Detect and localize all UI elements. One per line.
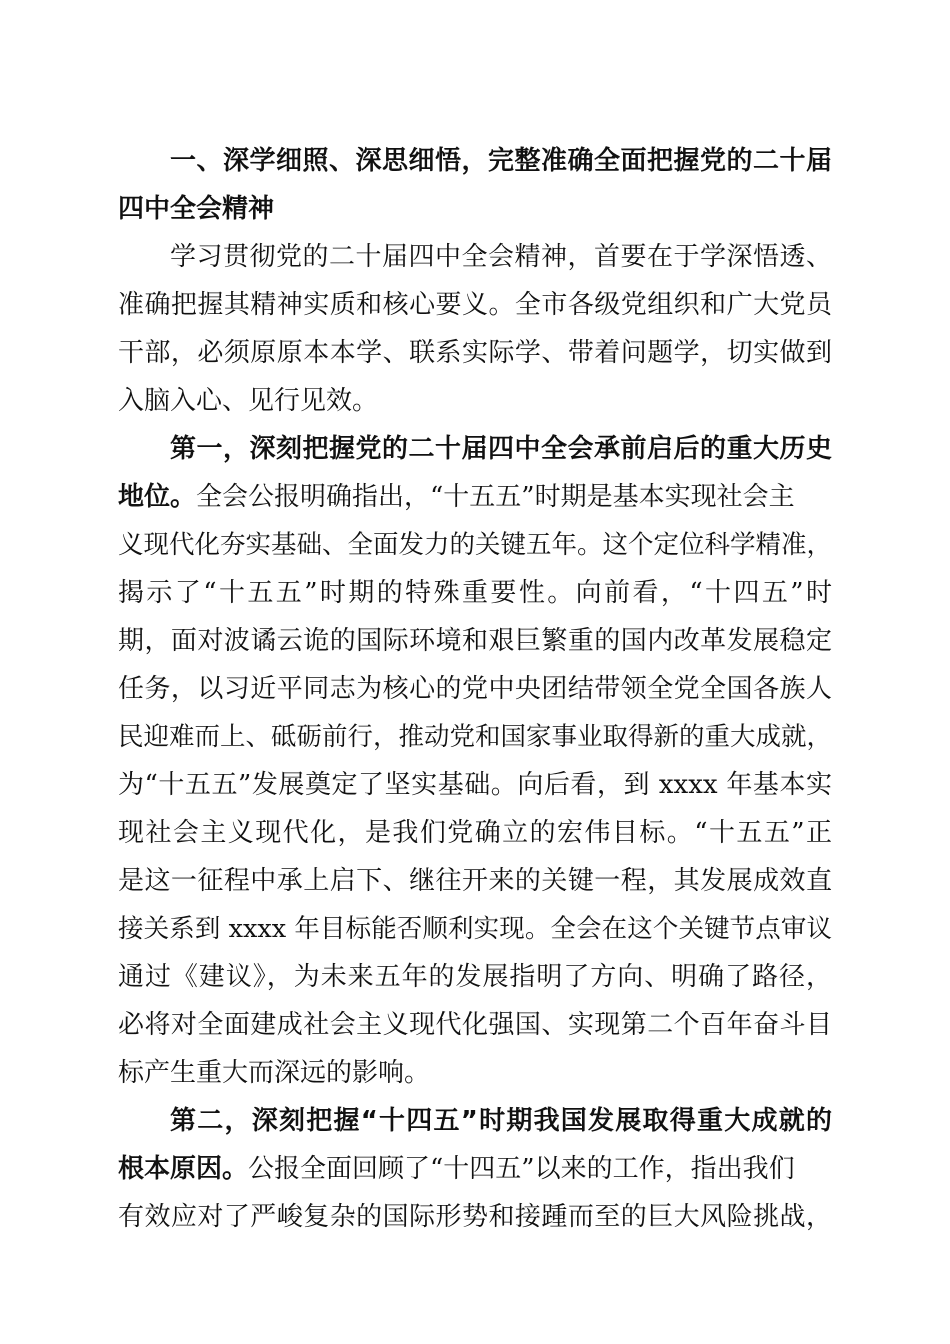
paragraph-2-line-7: 民迎难而上、砥砺前行，推动党和国家事业取得新的重大成就， (118, 722, 833, 752)
paragraph-3-line-2-text: 公报全面回顾了“十四五”以来的工作，指出我们 (248, 1154, 795, 1184)
paragraph-1-line-1: 学习贯彻党的二十届四中全会精神，首要在于学深悟透、 (170, 242, 832, 272)
paragraph-2-line-14: 标产生重大而深远的影响。 (118, 1058, 431, 1088)
paragraph-2-line-1: 第一，深刻把握党的二十届四中全会承前启后的重大历史 (170, 434, 832, 464)
paragraph-3-line-2 (118, 1145, 832, 1193)
paragraph-2-line-4: 揭示了“十五五”时期的特殊重要性。向前看，“十四五”时 (118, 578, 832, 608)
paragraph-2-line-2 (118, 473, 832, 521)
section-heading-line-2: 四中全会精神 (118, 194, 275, 224)
paragraph-2-line-11: 接关系到 xxxx 年目标能否顺利实现。全会在这个关键节点审议 (118, 914, 832, 944)
paragraph-1-line-3: 干部，必须原原本本学、联系实际学、带着问题学，切实做到 (118, 338, 832, 368)
paragraph-2-lead: 地位。 (118, 482, 197, 512)
paragraph-3-lead: 根本原因。 (118, 1154, 249, 1184)
paragraph-3-line-3: 有效应对了严峻复杂的国际形势和接踵而至的巨大风险挑战， (118, 1202, 832, 1232)
paragraph-2-line-8: 为“十五五”发展奠定了坚实基础。向后看，到 xxxx 年基本实 (118, 770, 832, 800)
paragraph-1-line-2: 准确把握其精神实质和核心要义。全市各级党组织和广大党员 (118, 290, 832, 320)
paragraph-3-line-1: 第二，深刻把握“十四五”时期我国发展取得重大成就的 (170, 1106, 832, 1136)
paragraph-2-line-10: 是这一征程中承上启下、继往开来的关键一程，其发展成效直 (118, 866, 832, 896)
paragraph-2-line-13: 必将对全面建成社会主义现代化强国、实现第二个百年奋斗目 (118, 1010, 832, 1040)
paragraph-2-line-12: 通过《建议》，为未来五年的发展指明了方向、明确了路径， (118, 962, 832, 992)
paragraph-2-line-5: 期，面对波谲云诡的国际环境和艰巨繁重的国内改革发展稳定 (118, 626, 832, 656)
paragraph-2-line-2-text: 全会公报明确指出，“十五五”时期是基本实现社会主 (196, 482, 795, 512)
section-heading-line-1: 一、深学细照、深思细悟，完整准确全面把握党的二十届 (170, 146, 832, 176)
paragraph-1-line-4: 入脑入心、见行见效。 (118, 386, 379, 416)
paragraph-2-line-3: 义现代化夯实基础、全面发力的关键五年。这个定位科学精准， (118, 530, 833, 560)
paragraph-2-line-9: 现社会主义现代化，是我们党确立的宏伟目标。“十五五”正 (118, 818, 832, 848)
paragraph-2-line-6: 任务，以习近平同志为核心的党中央团结带领全党全国各族人 (118, 674, 832, 704)
